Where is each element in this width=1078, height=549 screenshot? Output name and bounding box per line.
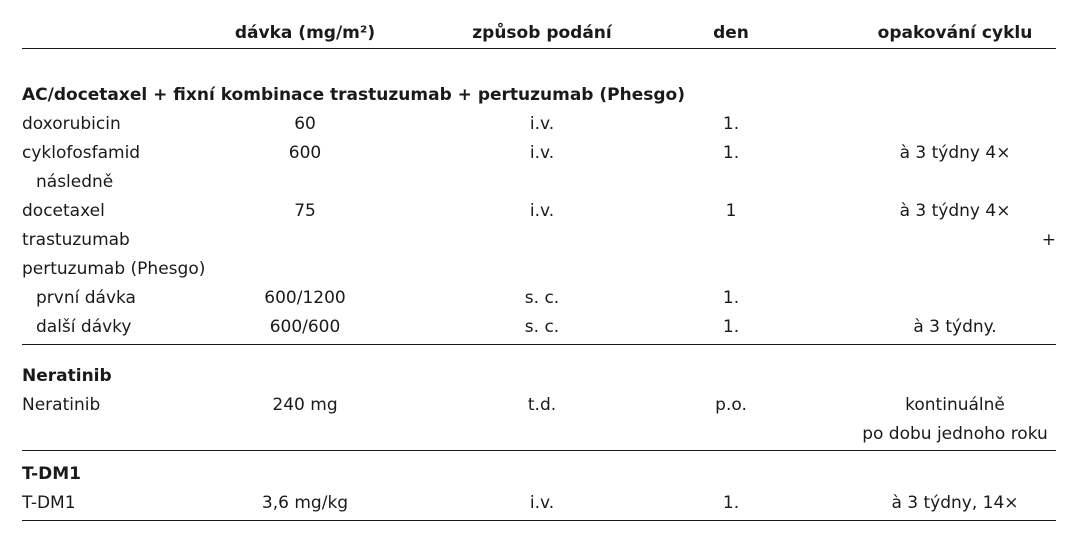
section-title xyxy=(22,81,1056,110)
section-title-text: Neratinib xyxy=(22,366,112,386)
drug-name: pertuzumab (Phesgo) xyxy=(22,259,206,279)
drug-name: cyklofosfamid xyxy=(22,143,141,163)
section-title-text: T-DM1 xyxy=(22,464,82,484)
table-row: další dávky 600/600 s. c. 1. à 3 týdny. xyxy=(22,313,1056,342)
table-row: první dávka 600/1200 s. c. 1. xyxy=(22,284,1056,313)
section-title-text: AC/docetaxel + fixní kombinace trastuzumab + pertuzumab (Phesgo) xyxy=(22,85,685,105)
plus-sign: + xyxy=(1041,230,1056,250)
dose-label: další dávky xyxy=(36,317,132,337)
section-rule xyxy=(22,344,1056,345)
bottom-rule xyxy=(22,520,1056,521)
table-row xyxy=(22,226,1056,255)
header-rule xyxy=(22,48,1056,49)
table-row: docetaxel 75 i.v. 1 à 3 týdny 4× xyxy=(22,197,1056,226)
drug-name: trastuzumab xyxy=(22,230,130,250)
table-row: doxorubicin 60 i.v. 1. xyxy=(22,110,1056,139)
table-row xyxy=(22,168,1056,197)
sequence-note: následně xyxy=(36,172,114,192)
section-title xyxy=(22,460,1056,489)
drug-name: T-DM1 xyxy=(22,493,76,513)
table-row xyxy=(22,255,1056,284)
table-row: T-DM1 3,6 mg/kg i.v. 1. à 3 týdny, 14× xyxy=(22,489,1056,518)
section-title xyxy=(22,362,1056,391)
drug-name: docetaxel xyxy=(22,201,105,221)
drug-name: doxorubicin xyxy=(22,114,121,134)
section-rule xyxy=(22,450,1056,451)
drug-name: Neratinib xyxy=(22,395,101,415)
table-row: cyklofosfamid 600 i.v. 1. à 3 týdny 4× xyxy=(22,139,1056,168)
table-row: Neratinib 240 mg t.d. p.o. kontinuálně xyxy=(22,391,1056,420)
table-row: po dobu jednoho roku xyxy=(862,424,1048,444)
table-header: dávka (mg/m²) způsob podání den opakování cyklu xyxy=(234,23,1033,43)
dose-label: první dávka xyxy=(36,288,136,308)
